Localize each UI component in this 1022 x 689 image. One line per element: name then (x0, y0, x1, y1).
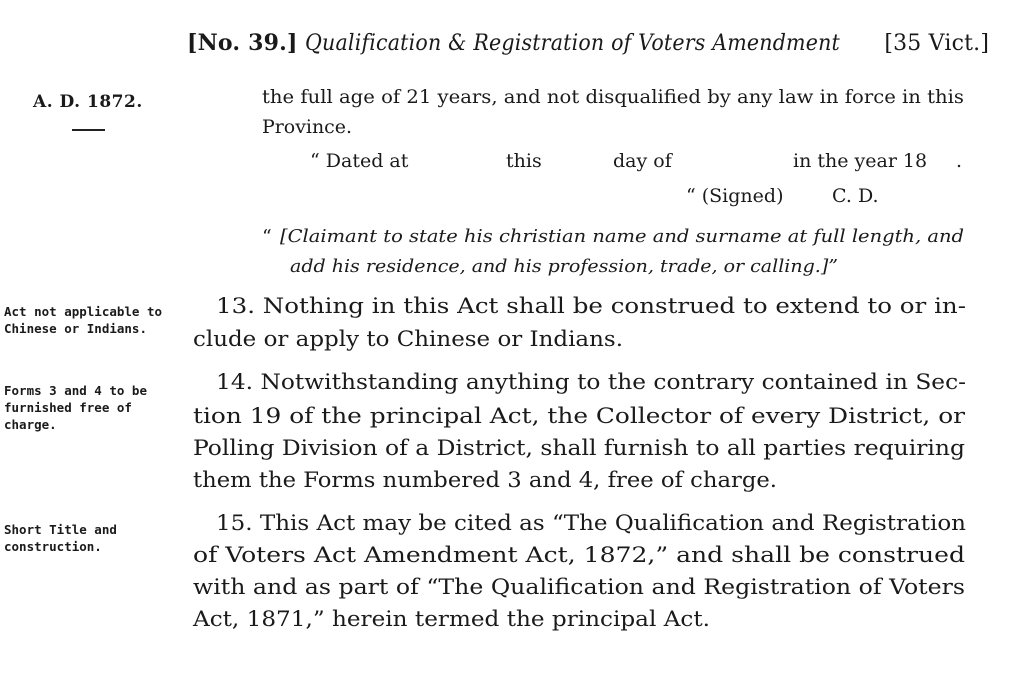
section-14-line-2: tion 19 of the principal Act, the Collector of every District, or (193, 404, 965, 429)
dated-this: this (506, 150, 542, 172)
running-header (187, 30, 989, 56)
section-15-line-2: of Voters Act Amendment Act, 1872,” and shall be construed (193, 543, 965, 568)
section-14-line-3: Polling Division of a District, shall furnish to all parties requiring (193, 436, 965, 461)
section-15-line-4: Act, 1871,” herein termed the principal Act. (193, 607, 710, 632)
section-15-line-3: with and as part of “The Qualification and Registration of Voters (193, 575, 965, 600)
dated-day-of: day of (613, 150, 672, 172)
section-13-line-2: clude or apply to Chinese or Indians. (193, 327, 623, 352)
instruction-line-1: [Claimant to state his christian name and surname at full length, and (280, 226, 964, 247)
instruction-line-2: add his residence, and his profession, trade, or calling.]” (290, 256, 838, 277)
side-note-14: Forms 3 and 4 to be furnished free of charge. (4, 383, 147, 432)
regnal-year: [35 Vict.] (884, 31, 990, 56)
instruction-open-quote: “ (262, 226, 272, 248)
section-14-line-1: 14. Notwithstanding anything to the contrary contained in Sec- (216, 370, 966, 395)
act-title: Qualification & Registration of Voters Amendment (304, 31, 840, 56)
dated-period: . (956, 150, 963, 172)
side-note-13: Act not applicable to Chinese or Indians. (4, 304, 163, 336)
section-15-line-1: 15. This Act may be cited as “The Qualification and Registration (216, 511, 966, 536)
section-13-line-1: 13. Nothing in this Act shall be construed to extend to or in- (216, 294, 966, 319)
signed-name: C. D. (832, 185, 879, 207)
act-number: [No. 39.] (187, 30, 298, 56)
form-line-2: Province. (262, 116, 352, 138)
margin-divider (72, 129, 105, 131)
margin-year: A. D. 1872. (33, 92, 143, 112)
signed-label: “ (Signed) (686, 185, 784, 207)
side-note-15: Short Title and construction. (4, 522, 117, 554)
dated-in-year: in the year 18 (793, 150, 928, 172)
form-line-1: the full age of 21 years, and not disqualified by any law in force in this (262, 86, 964, 108)
dated-label: “ Dated at (310, 150, 409, 172)
section-14-line-4: them the Forms numbered 3 and 4, free of charge. (193, 468, 777, 493)
